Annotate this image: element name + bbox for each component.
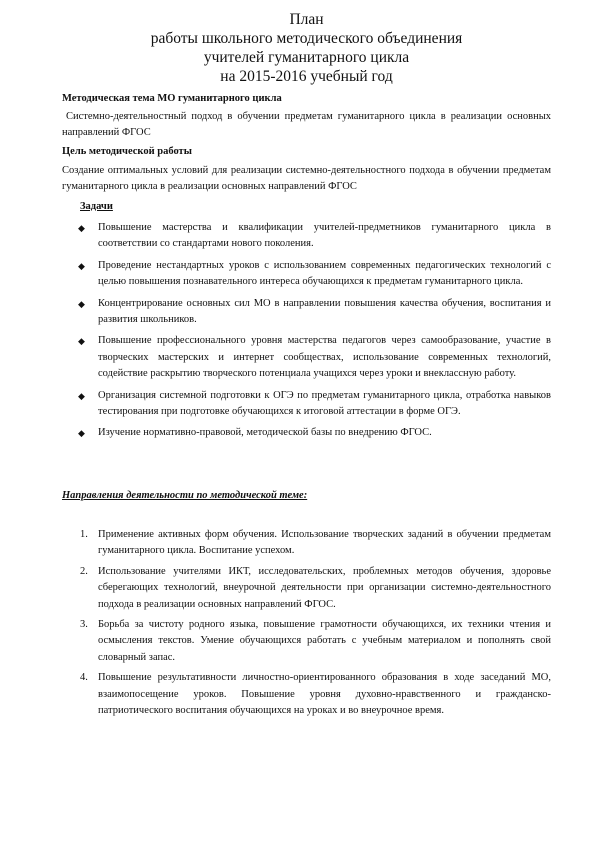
title-line-4: на 2015-2016 учебный год — [220, 68, 393, 85]
list-item: ◆ Повышение мастерства и квалификации учителей-предметников гуманитарного цикла в соответствии со стандартами нового поколения. — [78, 222, 551, 250]
list-item: ◆ Концентрирование основных сил МО в направлении повышения качества обучения, воспитания и развития школьников. — [78, 297, 551, 326]
methodical-theme-text: Системно-деятельностный подход в обучении предметам гуманитарного цикла в реализации основных направлений ФГОС — [62, 111, 551, 139]
list-item: ◆ Проведение нестандартных уроков с использованием современных педагогических технологий с целью повышения познавательного интереса обучающихся к предметам гуманитарного цикла. — [78, 259, 551, 288]
list-item: 3. Борьба за чистоту родного языка, повышение грамотности обучающихся, их техники чтения и осмысления текстов. Умение обучающихся работать с учебным материалом и пополнять свой словарный запас. — [80, 619, 551, 663]
methodical-theme-heading: Методическая тема МО гуманитарного цикла — [62, 93, 282, 104]
directions-heading: Направления деятельности по методической теме: — [62, 490, 308, 501]
list-item: ◆ Организация системной подготовки к ОГЭ по предметам гуманитарного цикла, отработка навыков тестирования при подготовке обучающихся к итоговой аттестации в форме ОГЭ. — [78, 389, 551, 418]
directions-list — [80, 527, 551, 723]
goal-text: Создание оптимальных условий для реализации системно-деятельностного подхода в обучении предметам гуманитарного цикла в реализации основных направлений ФГОС — [62, 165, 551, 193]
bullet-icon: ◆ — [78, 336, 85, 347]
title-line-2: работы школьного методического объединения — [150, 30, 463, 47]
bullet-icon: ◆ — [78, 390, 85, 401]
list-item: 2. Использование учителями ИКТ, исследовательских, проблемных методов обучения, здоровье сберегающих технологий, внеурочной деятельности при организации системно-деятельностного подхода в реализации основных направлений ФГОС. — [80, 565, 551, 610]
bullet-icon: ◆ — [78, 428, 85, 439]
list-item: ◆ Повышение профессионального уровня мастерства педагогов через самообразование, участие в творческих мастерских и интернет сообществах, использование современных технологий, содействие раскрытию творческого потенциала учащихся через уроки и внеклассную работу. — [78, 335, 551, 380]
bullet-icon: ◆ — [78, 298, 85, 309]
list-item: ◆ Изучение нормативно-правовой, методической базы по внедрению ФГОС. — [76, 425, 551, 441]
title-line-1: План — [289, 11, 324, 28]
list-item: 4. Повышение результативности личностно-ориентированного образования в ходе заседаний МО, взаимопосещение уроков. Повышение уровня духовно-нравственного и гражданско-патриотического воспитания обучающихся на уроках и во внеурочное время. — [80, 672, 551, 717]
bullet-icon: ◆ — [78, 260, 85, 271]
bullet-icon: ◆ — [78, 223, 85, 233]
document-title — [62, 10, 551, 86]
tasks-list — [76, 220, 551, 447]
tasks-heading: Задачи — [80, 201, 113, 212]
goal-heading: Цель методической работы — [62, 146, 192, 157]
title-line-3: учителей гуманитарного цикла — [203, 49, 410, 66]
list-item: 1. Применение активных форм обучения. Использование творческих заданий в обучении предметам гуманитарного цикла. Воспитание успехом. — [80, 529, 551, 557]
